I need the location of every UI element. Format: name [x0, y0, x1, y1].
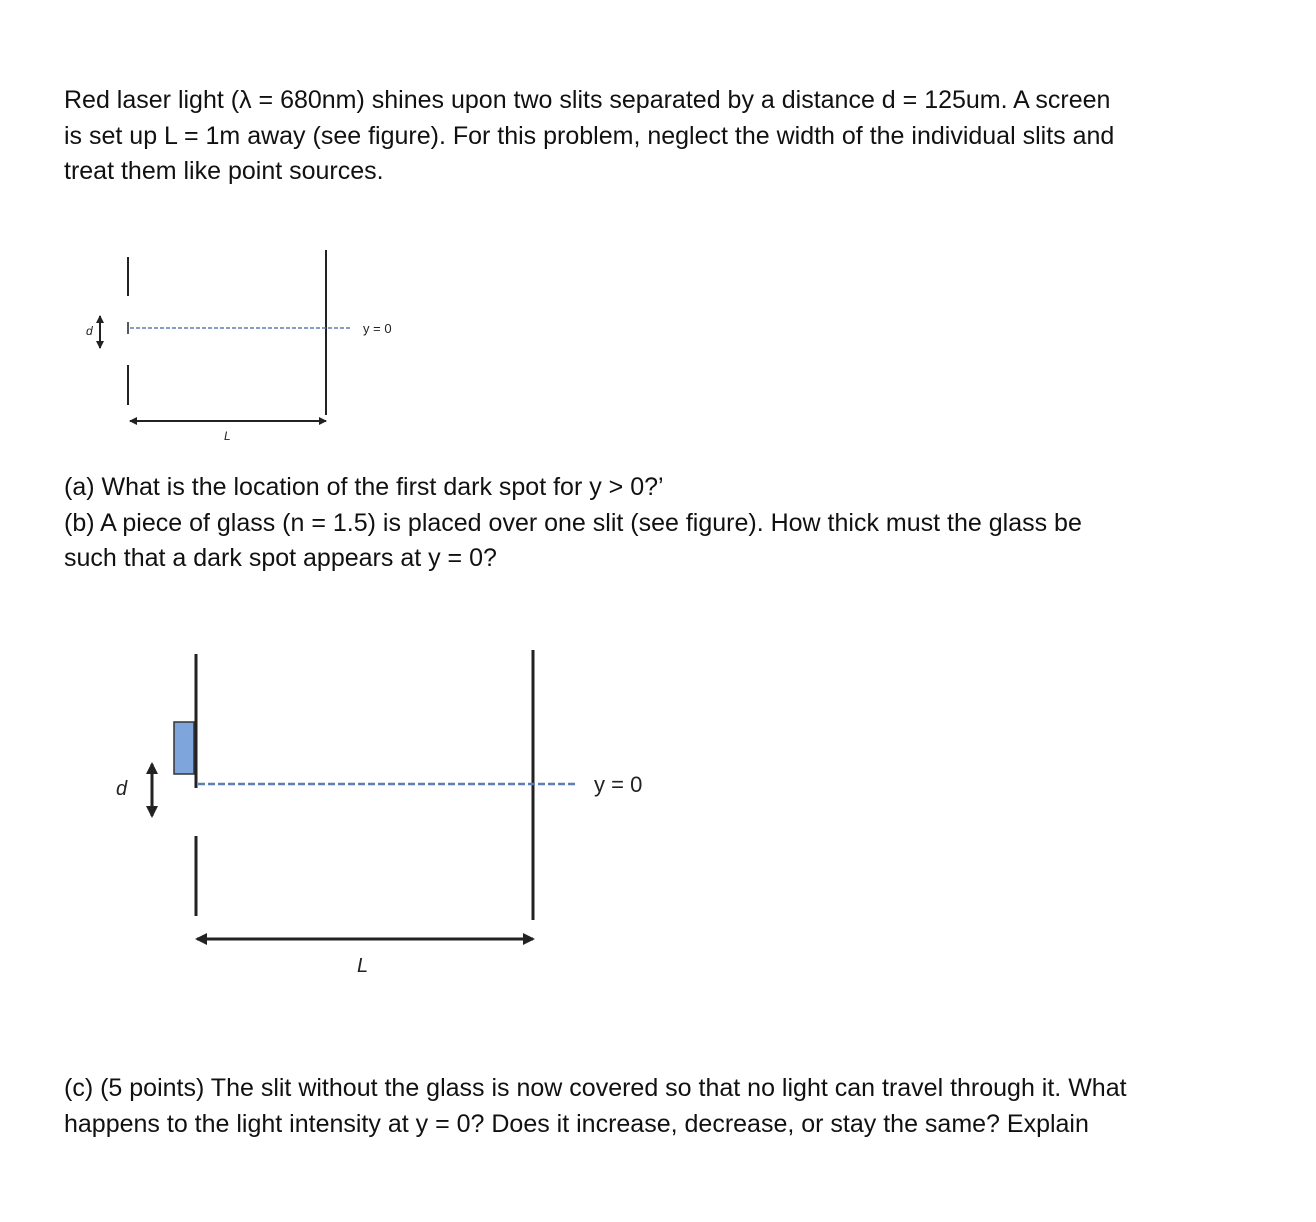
question-line: happens to the light intensity at y = 0? Does it increase, decrease, or stay the same? Explain	[64, 1109, 1089, 1138]
question-c	[64, 1071, 1127, 1142]
intro-line: Red laser light (λ = 680nm) shines upon two slits separated by a distance d = 125um. A screen	[64, 86, 1111, 114]
d-label: d	[86, 324, 93, 338]
problem-intro	[64, 83, 1114, 190]
questions-a-b	[64, 470, 1082, 577]
d-label: d	[116, 778, 128, 800]
y-zero-label: y = 0	[363, 321, 392, 336]
intro-line: is set up L = 1m away (see figure). For this problem, neglect the width of the individual slits and	[64, 121, 1115, 150]
question-line: (c) (5 points) The slit without the glass is now covered so that no light can travel through it. What	[64, 1074, 1127, 1102]
y-zero-label: y = 0	[594, 772, 643, 797]
intro-line: treat them like point sources.	[64, 157, 384, 185]
L-label: L	[224, 429, 231, 443]
double-slit-figure	[0, 240, 460, 450]
question-line: such that a dark spot appears at y = 0?	[64, 544, 497, 572]
L-label: L	[357, 955, 369, 977]
glass-piece	[174, 722, 194, 774]
question-line: (a) What is the location of the first dark spot for y > 0?’	[64, 473, 664, 501]
question-line: (b) A piece of glass (n = 1.5) is placed over one slit (see figure). How thick must the glass be	[64, 508, 1082, 537]
glass-slit-figure	[0, 640, 700, 990]
